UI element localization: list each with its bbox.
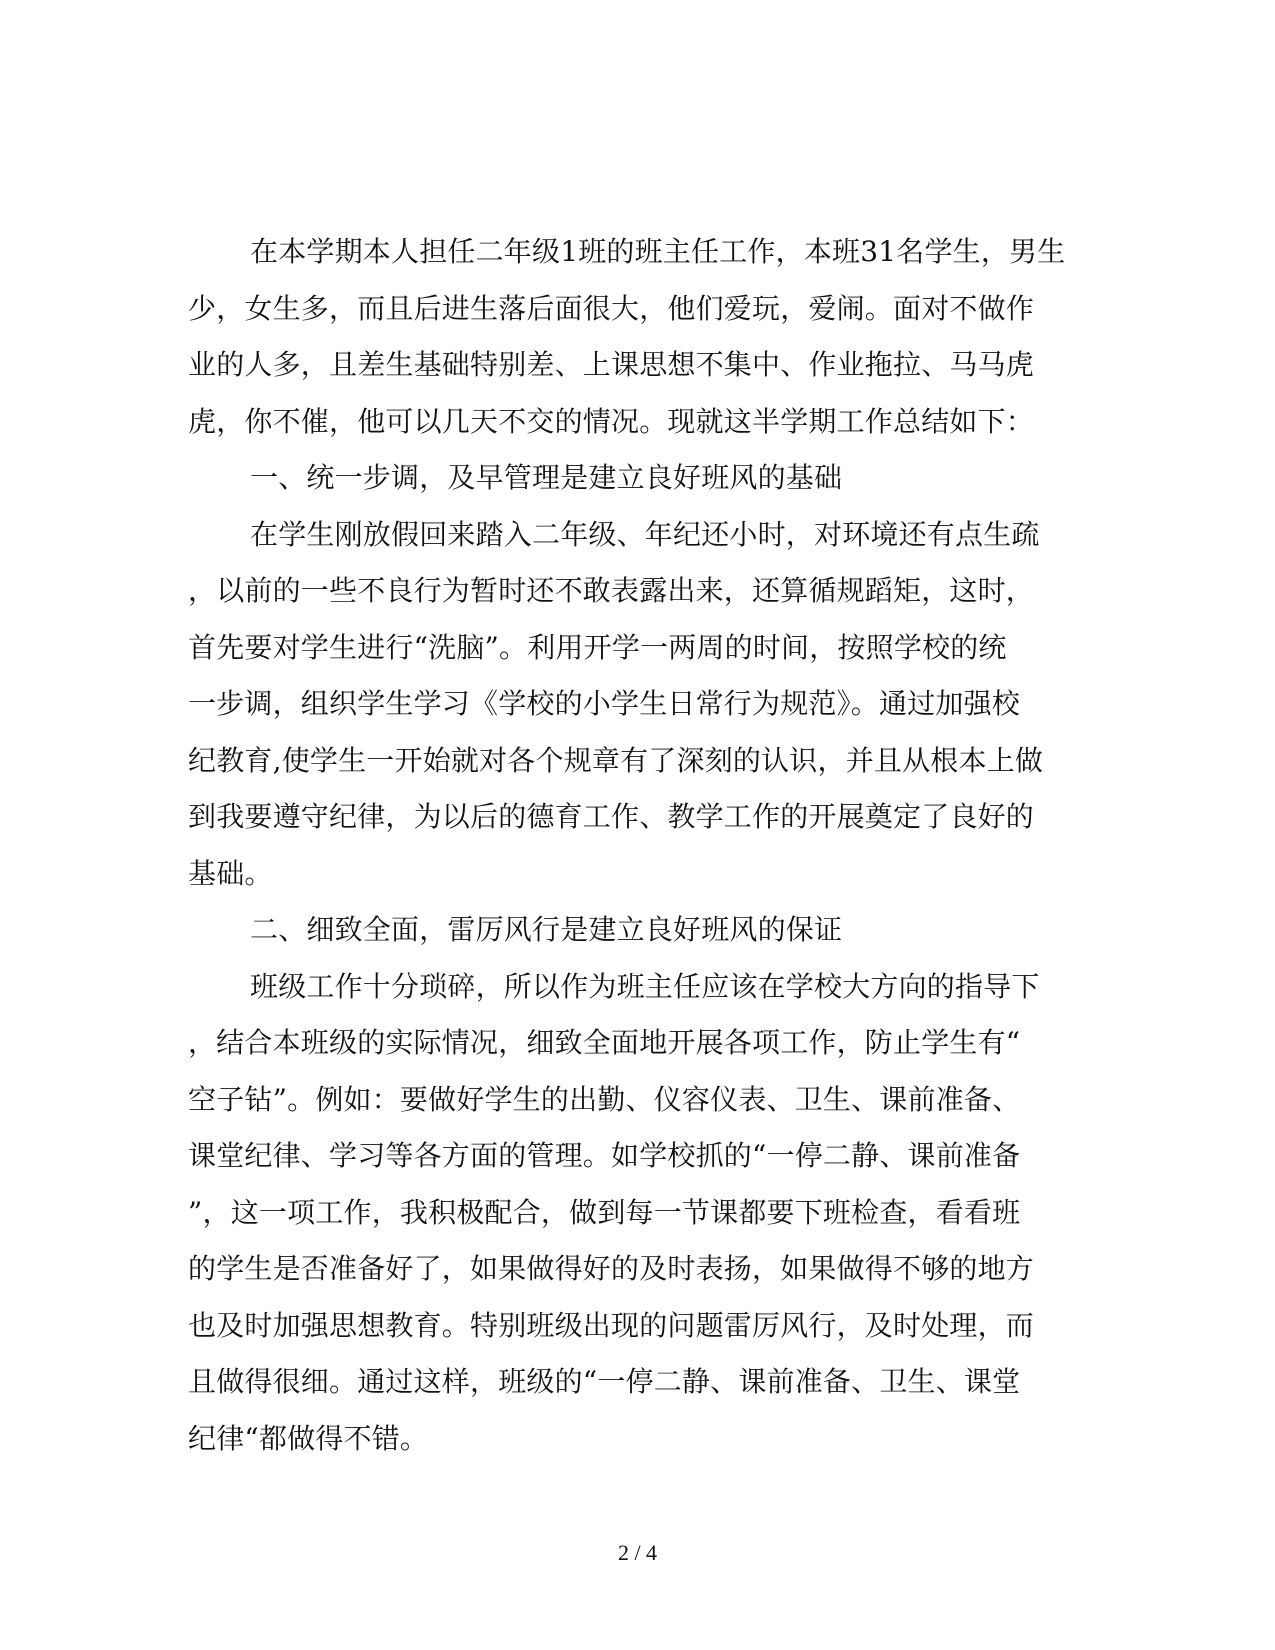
paragraph-2-line-5: 纪教育,使学生一开始就对各个规章有了深刻的认识，并且从根本上做 [188,743,1044,777]
paragraph-3-line-2: ，结合本班级的实际情况，细致全面地开展各项工作，防止学生有“ [188,1026,1021,1059]
paragraph-2-line-3: 首先要对学生进行“洗脑”。利用开学一两周的时间，按照学校的统 [188,630,1007,664]
section-heading-1: 一、统一步调，及早管理是建立良好班风的基础 [250,461,843,494]
paragraph-2-line-2: ，以前的一些不良行为暂时还不敢表露出来，还算循规蹈矩，这时， [188,574,1035,607]
paragraph-3-line-6: 的学生是否准备好了，如果做得好的及时表扬，如果做得不够的地方 [188,1252,1035,1285]
paragraph-1-line-3: 业的人多，且差生基础特别差、上课思想不集中、作业拖拉、马马虎 [188,348,1035,381]
paragraph-3-line-3: 空子钻”。例如：要做好学生的出勤、仪容仪表、卫生、课前准备、 [188,1082,1021,1116]
paragraph-3-line-1: 班级工作十分琐碎，所以作为班主任应该在学校大方向的指导下 [250,969,1040,1003]
paragraph-1-line-2: 少，女生多，而且后进生落后面很大，他们爱玩，爱闹。面对不做作 [188,291,1035,325]
paragraph-3-line-7: 也及时加强思想教育。特别班级出现的问题雷厉风行，及时处理，而 [188,1308,1035,1342]
paragraph-2-line-1: 在学生刚放假回来踏入二年级、年纪还小时，对环境还有点生疏 [250,517,1040,551]
page-number: 2 / 4 [617,1540,658,1565]
paragraph-1-line-4: 虎，你不催，他可以几天不交的情况。现就这半学期工作总结如下： [188,404,1035,438]
section-heading-2: 二、细致全面，雷厉风行是建立良好班风的保证 [250,913,843,946]
paragraph-3-line-8: 且做得很细。通过这样，班级的“一停二静、课前准备、卫生、课堂 [188,1365,1021,1398]
paragraph-2-line-7: 基础。 [188,856,273,890]
document-body [188,224,1088,1467]
paragraph-2-line-4: 一步调，组织学生学习《学校的小学生日常行为规范》。通过加强校 [188,687,1021,720]
paragraph-2-line-6: 到我要遵守纪律，为以后的德育工作、教学工作的开展奠定了良好的 [188,800,1035,833]
paragraph-3-line-5: ”，这一项工作，我积极配合，做到每一节课都要下班检查，看看班 [188,1195,1021,1229]
paragraph-1-line-1: 在本学期本人担任二年级1班的班主任工作，本班31名学生，男生 [250,235,1066,268]
paragraph-3-line-4: 课堂纪律、学习等各方面的管理。如学校抓的“一停二静、课前准备 [188,1139,1021,1172]
paragraph-3-line-9: 纪律“都做得不错。 [188,1421,429,1455]
